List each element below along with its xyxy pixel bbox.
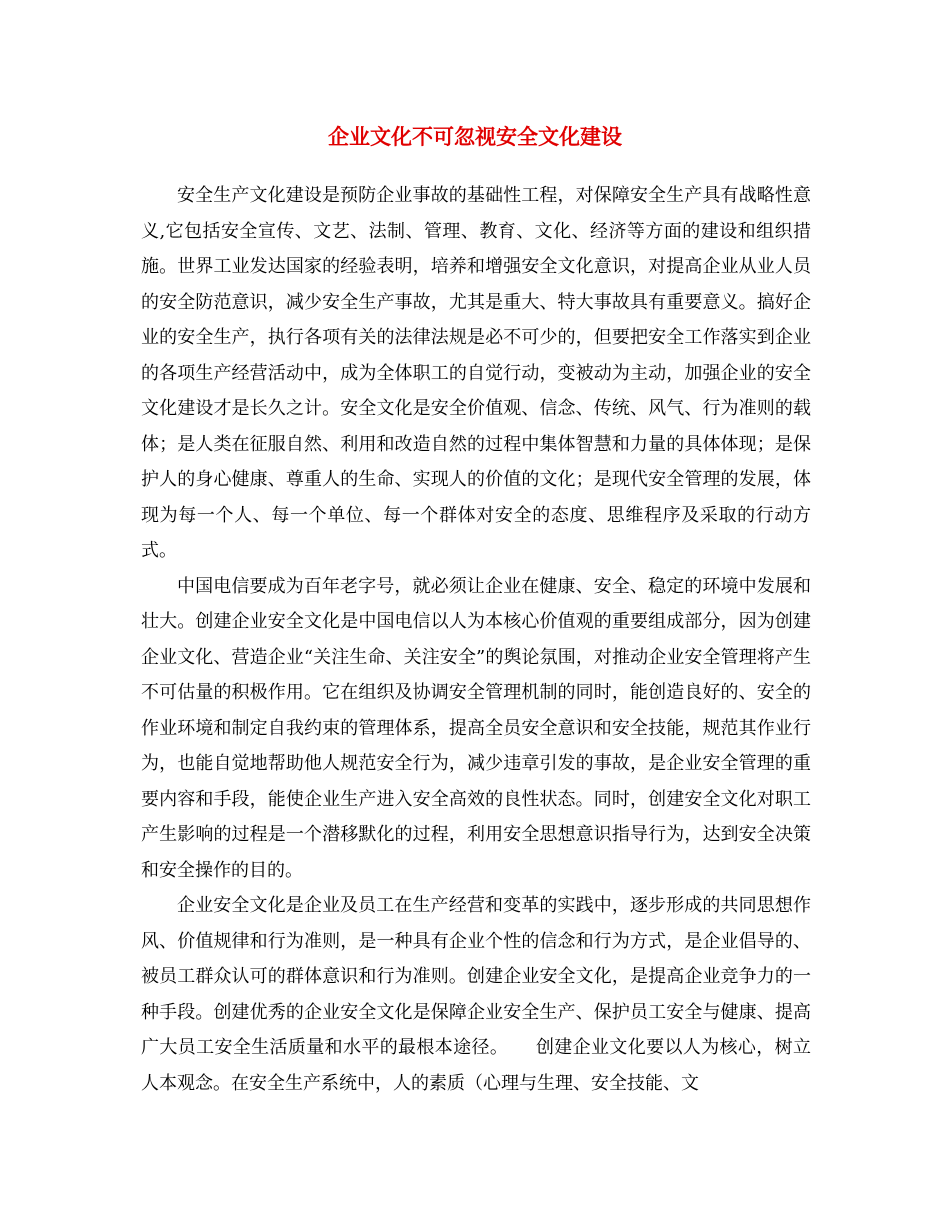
document-body xyxy=(141,178,811,1101)
paragraph-1: 安全生产文化建设是预防企业事故的基础性工程，对保障安全生产具有战略性意义,它包括安全宣传、文艺、法制、管理、教育、文化、经济等方面的建设和组织措施。世界工业发达国家的经验表明，培养和增强安全文化意识，对提高企业从业人员的安全防范意识，减少安全生产事故，尤其是重大、特大事故具有重要意义。搞好企业的安全生产，执行各项有关的法律法规是必不可少的，但要把安全工作落实到企业的各项生产经营活动中，成为全体职工的自觉行动，变被动为主动，加强企业的安全文化建设才是长久之计。安全文化是安全价值观、信念、传统、风气、行为准则的载体；是人类在征服自然、利用和改造自然的过程中集体智慧和力量的具体体现；是保护人的身心健康、尊重人的生命、实现人的价值的文化；是现代安全管理的发展，体现为每一个人、每一个单位、每一个群体对安全的态度、思维程序及采取的行动方式。 xyxy=(141,185,811,561)
paragraph-3: 企业安全文化是企业及员工在生产经营和变革的实践中，逐步形成的共同思想作风、价值规律和行为准则，是一种具有企业个性的信念和行为方式，是企业倡导的、被员工群众认可的群体意识和行为准则。创建企业安全文化，是提高企业竞争力的一种手段。创建优秀的企业安全文化是保障企业安全生产、保护员工安全与健康、提高广大员工安全生活质量和水平的最根本途径。 创建企业文化要以人为核心，树立人本观念。在安全生产系统中，人的素质（心理与生理、安全技能、文 xyxy=(141,895,811,1094)
paragraph-2: 中国电信要成为百年老字号，就必须让企业在健康、安全、稳定的环境中发展和壮大。创建企业安全文化是中国电信以人为本核心价值观的重要组成部分，因为创建企业文化、营造企业“关注生命、关注安全”的舆论氛围，对推动企业安全管理将产生不可估量的积极作用。它在组织及协调安全管理机制的同时，能创造良好的、安全的作业环境和制定自我约束的管理体系，提高全员安全意识和安全技能，规范其作业行为，也能自觉地帮助他人规范安全行为，减少违章引发的事故，是企业安全管理的重要内容和手段，能使企业生产进入安全高效的良性状态。同时，创建安全文化对职工产生影响的过程是一个潜移默化的过程，利用安全思想意识指导行为，达到安全决策和安全操作的目的。 xyxy=(141,575,811,881)
document-title: 企业文化不可忽视安全文化建设 xyxy=(328,124,622,149)
